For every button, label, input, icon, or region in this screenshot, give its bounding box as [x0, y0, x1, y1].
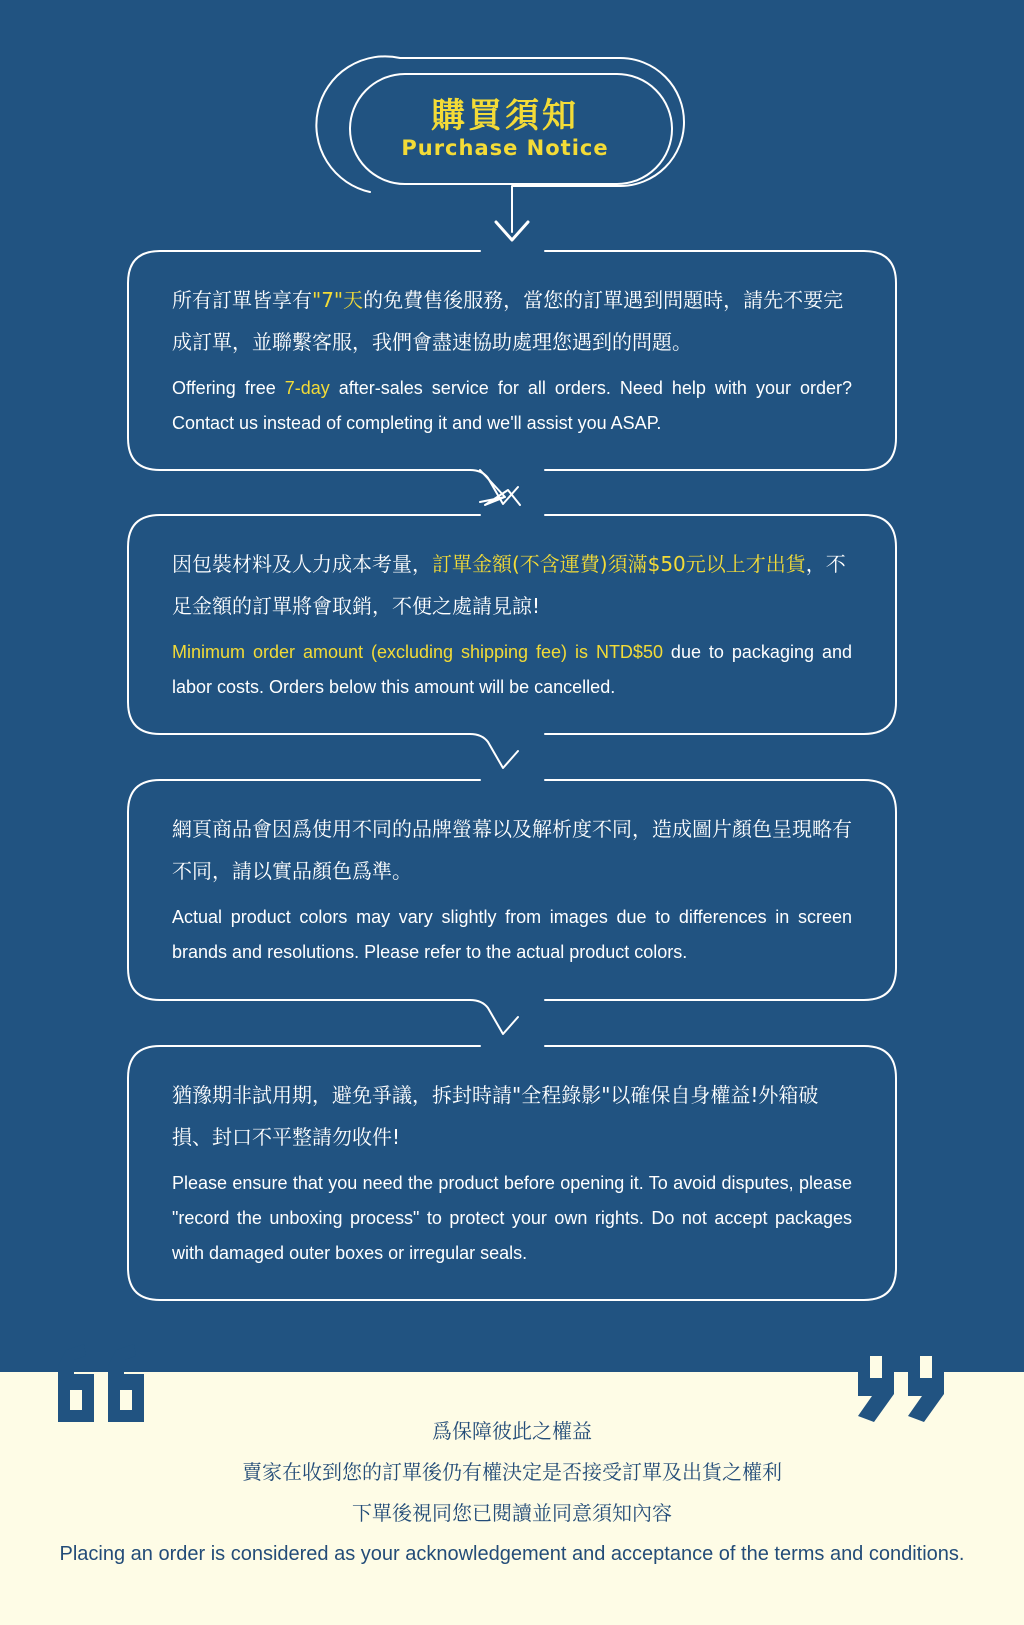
notice-1-en-highlight: 7-day	[284, 378, 330, 398]
notice-4-zh: 猶豫期非試用期，避免爭議，拆封時請"全程錄影"以確保自身權益!外箱破損、封口不平整請勿收件!	[172, 1083, 819, 1149]
notice-1-zh-highlight: "7"天	[312, 288, 364, 312]
notice-2-zh-highlight: 訂單金額(不含運費)須滿$50元以上才出貨	[432, 552, 806, 576]
notice-card-3	[128, 780, 896, 1000]
notice-3-en: Actual product colors may vary slightly from images due to differences in screen brands and resolutions. Please refer to the actual product colors.	[172, 907, 852, 962]
notice-2-en	[172, 635, 852, 705]
notice-1-en	[172, 371, 852, 441]
footer-english: Placing an order is considered as your acknowledgement and acceptance of the terms and conditions.	[59, 1543, 965, 1565]
page-subtitle: Purchase Notice	[401, 136, 609, 160]
close-quote-icon	[852, 1344, 964, 1424]
notice-2-zh-text: 因包裝材料及人力成本考量，	[172, 552, 432, 576]
notice-1-en-text-end: after-sales service for all orders. Need help with your order? Contact us instead of completing it and we'll assist you ASAP.	[172, 378, 852, 433]
notice-card-1	[128, 251, 896, 470]
notice-1-en-text: Offering free	[172, 378, 285, 398]
notice-2-zh-text-end: ，不足金額的訂單將會取銷，不便之處請見諒!	[172, 552, 846, 618]
notice-4-en: Please ensure that you need the product before opening it. To avoid disputes, please "record the unboxing process" to protect your own rights. Do not accept packages with damaged outer boxes or irregular seals.	[172, 1173, 852, 1263]
notice-3-zh: 網頁商品會因爲使用不同的品牌螢幕以及解析度不同，造成圖片顏色呈現略有不同，請以實品顏色爲準。	[172, 817, 852, 883]
footer-line-2: 賣家在收到您的訂單後仍有權決定是否接受訂單及出貨之權利	[242, 1460, 782, 1484]
open-quote-icon	[54, 1344, 166, 1424]
notice-1-zh-text-end: 的免費售後服務，當您的訂單遇到問題時，請先不要完成訂單，並聯繫客服，我們會盡速協助處理您遇到的問題。	[172, 288, 844, 354]
notice-1-zh-text: 所有訂單皆享有	[172, 288, 312, 312]
notice-2-en-text-end: due to packaging and labor costs. Orders below this amount will be cancelled.	[172, 642, 852, 697]
notice-2-zh	[172, 543, 852, 627]
notice-card-4	[128, 1046, 896, 1300]
page-title: 購買須知	[431, 96, 579, 136]
notice-2-en-highlight: Minimum order amount (excluding shipping fee) is NTD$50	[172, 642, 663, 662]
notice-1-zh	[172, 279, 852, 363]
footer-line-3: 下單後視同您已閱讀並同意須知內容	[352, 1501, 672, 1525]
footer-line-1: 爲保障彼此之權益	[432, 1419, 592, 1443]
notice-card-2	[128, 515, 896, 734]
